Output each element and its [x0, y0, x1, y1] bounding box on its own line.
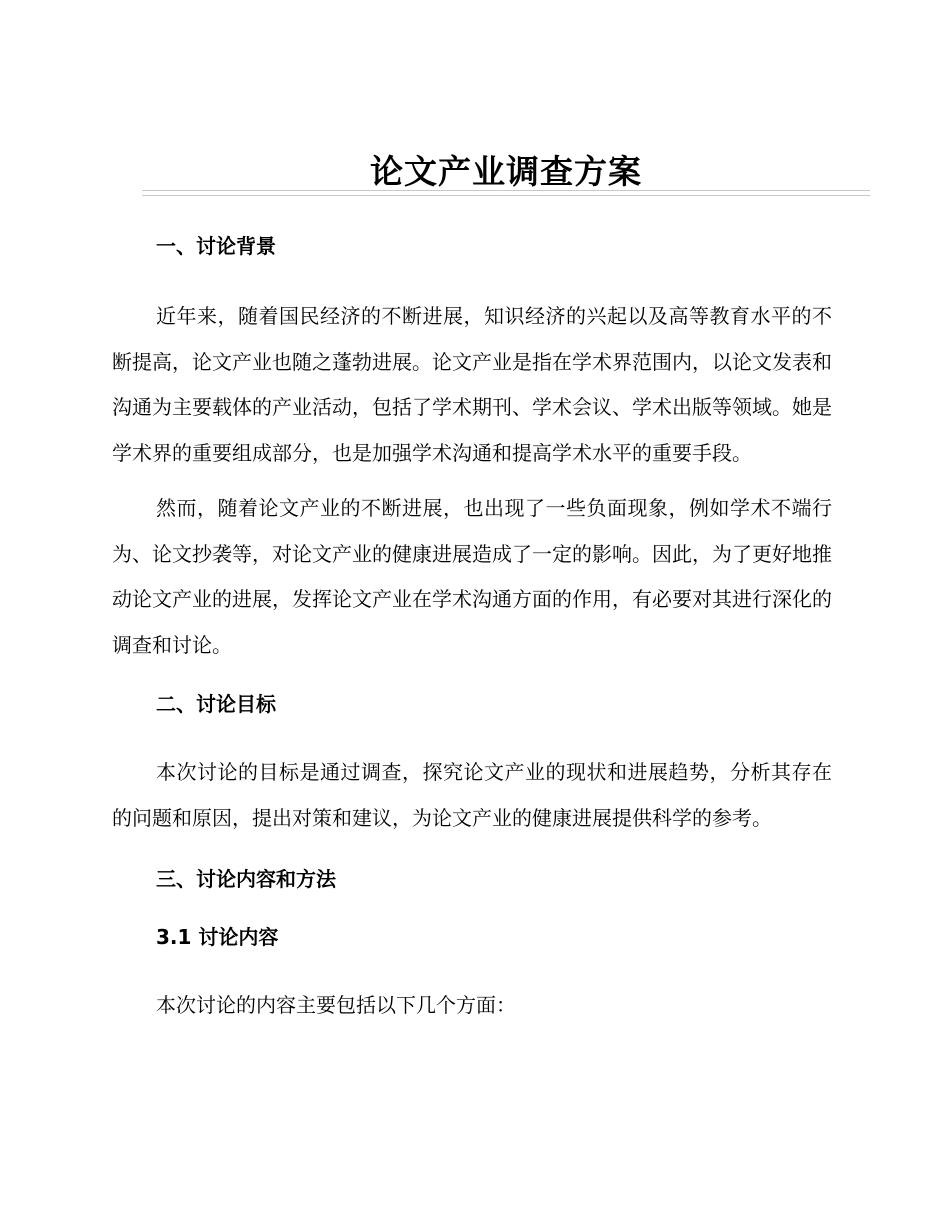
- document-body: [112, 228, 832, 1029]
- section-heading-goals: 二、讨论目标: [156, 692, 276, 716]
- goals-paragraph: 本次讨论的目标是通过调查，探究论文产业的现状和进展趋势，分析其存在的问题和原因，提出对策和建议，为论文产业的健康进展提供科学的参考。: [112, 760, 832, 830]
- background-paragraph-2: 然而，随着论文产业的不断进展，也出现了一些负面现象，例如学术不端行为、论文抄袭等，对论文产业的健康进展造成了一定的影响。因此，为了更好地推动论文产业的进展，发挥论文产业在学术沟通方面的作用，有必要对其进行深化的调查和讨论。: [112, 496, 832, 657]
- subsection-heading-content: 3.1 讨论内容: [156, 925, 279, 949]
- document-title: 论文产业调查方案: [370, 152, 642, 191]
- content-paragraph: 本次讨论的内容主要包括以下几个方面：: [156, 993, 516, 1017]
- title-divider: [142, 190, 870, 196]
- section-heading-background: 一、讨论背景: [156, 234, 276, 258]
- section-heading-content-methods: 三、讨论内容和方法: [156, 867, 336, 891]
- background-paragraph-1: 近年来，随着国民经济的不断进展，知识经济的兴起以及高等教育水平的不断提高，论文产业也随之蓬勃进展。论文产业是指在学术界范围内，以论文发表和沟通为主要载体的产业活动，包括了学术期刊、学术会议、学术出版等领域。她是学术界的重要组成部分，也是加强学术沟通和提高学术水平的重要手段。: [112, 304, 832, 465]
